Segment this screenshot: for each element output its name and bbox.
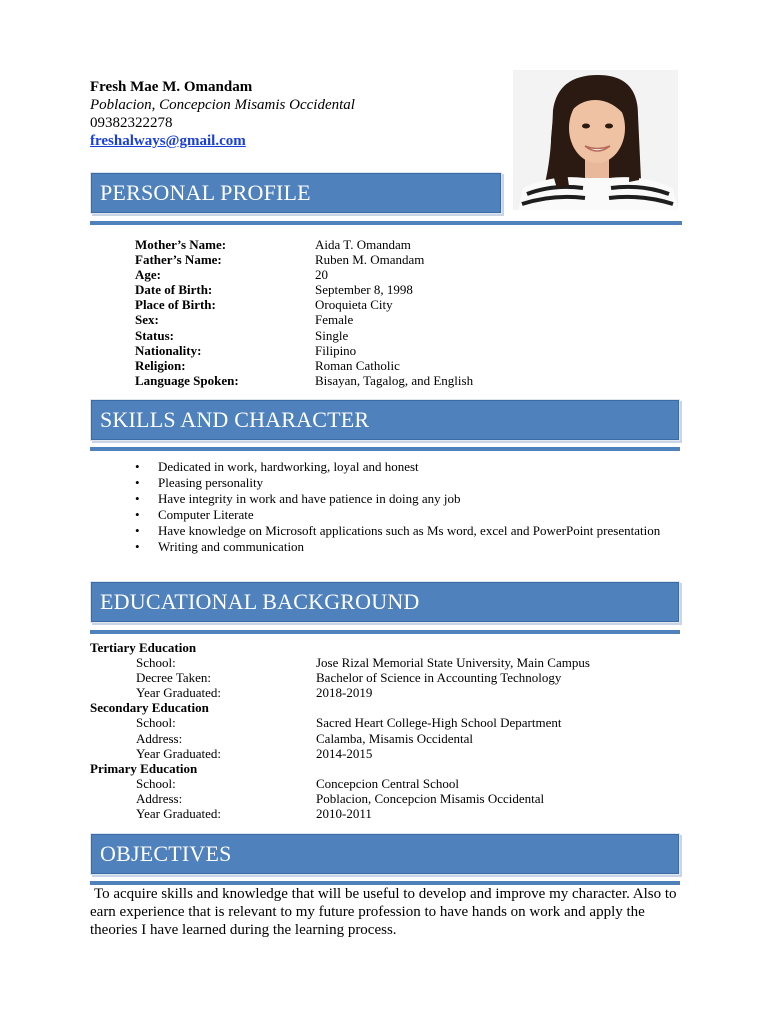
- profile-label: Date of Birth:: [135, 282, 213, 298]
- profile-label: Language Spoken:: [135, 372, 239, 388]
- skill-item: • Writing and communication: [135, 539, 675, 555]
- applicant-name: Fresh Mae M. Omandam: [90, 79, 253, 95]
- applicant-phone: 09382322278: [90, 115, 173, 131]
- profile-label: Status:: [135, 327, 175, 343]
- education-value: Jose Rizal Memorial State University, Main Campus: [316, 655, 590, 671]
- profile-row: [135, 297, 473, 312]
- education-value: Bachelor of Science in Accounting Technology: [316, 670, 562, 686]
- profile-value: Female: [315, 312, 354, 328]
- skill-item: • Have knowledge on Microsoft applications such as Ms word, excel and PowerPoint presentation: [135, 523, 675, 539]
- section-divider: [90, 447, 680, 451]
- education-list: [90, 640, 690, 821]
- profile-label: Mother’s Name:: [135, 237, 227, 252]
- profile-label: Place of Birth:: [135, 297, 216, 313]
- objective-paragraph: To acquire skills and knowledge that will be useful to develop and improve my character. Also to earn experience that is relevant to my future profession to have hands on work and apply the theories I have learned during the learning process.: [90, 886, 677, 938]
- skill-item: • Dedicated in work, hardworking, loyal and honest: [135, 459, 675, 475]
- skills-list: [135, 459, 675, 555]
- personal-profile-list: [135, 237, 473, 388]
- education-row: [90, 655, 690, 670]
- education-label: Decree Taken:: [136, 670, 211, 686]
- profile-label: Age:: [135, 267, 161, 283]
- profile-row: [135, 358, 473, 373]
- education-label: Year Graduated:: [136, 685, 221, 701]
- section-title: SKILLS AND CHARACTER: [100, 407, 370, 432]
- education-label: School:: [136, 775, 176, 791]
- profile-row: [135, 237, 473, 252]
- education-row: [90, 715, 690, 730]
- education-level-heading: Primary Education: [90, 760, 198, 776]
- profile-value: Oroquieta City: [315, 297, 393, 313]
- education-row: [90, 806, 690, 821]
- profile-value: Aida T. Omandam: [315, 237, 411, 252]
- section-title: EDUCATIONAL BACKGROUND: [100, 589, 420, 614]
- education-label: School:: [136, 715, 176, 731]
- skill-item: • Have integrity in work and have patience in doing any job: [135, 491, 675, 507]
- education-label: Address:: [136, 730, 183, 746]
- education-value: Calamba, Misamis Occidental: [316, 730, 474, 746]
- profile-row: [135, 343, 473, 358]
- section-header-skills: [90, 399, 680, 441]
- section-divider: [90, 630, 680, 634]
- profile-value: September 8, 1998: [315, 282, 413, 298]
- profile-label: Sex:: [135, 312, 159, 328]
- section-title: OBJECTIVES: [100, 841, 232, 866]
- education-label: Year Graduated:: [136, 806, 221, 822]
- education-label: Address:: [136, 790, 183, 806]
- section-header-education: [90, 581, 680, 623]
- education-label: School:: [136, 655, 176, 671]
- education-value: 2010-2011: [316, 806, 372, 822]
- education-row: [90, 685, 690, 700]
- profile-value: 20: [315, 267, 328, 283]
- profile-label: Religion:: [135, 357, 186, 373]
- profile-value: Ruben M. Omandam: [315, 252, 425, 268]
- section-header-objectives: [90, 833, 680, 875]
- education-value: 2018-2019: [316, 685, 373, 701]
- portrait-image: [513, 70, 678, 210]
- profile-row: [135, 312, 473, 327]
- education-row: [90, 670, 690, 685]
- education-value: Concepcion Central School: [316, 775, 459, 791]
- profile-value: Roman Catholic: [315, 357, 400, 373]
- education-row: [90, 746, 690, 761]
- profile-value: Filipino: [315, 342, 357, 358]
- contact-header: [90, 78, 355, 150]
- section-header-personal-profile: [90, 172, 502, 214]
- education-value: Poblacion, Concepcion Misamis Occidental: [316, 790, 545, 806]
- education-row: [90, 776, 690, 791]
- education-value: Sacred Heart College-High School Department: [316, 715, 562, 731]
- profile-row: [135, 328, 473, 343]
- education-value: 2014-2015: [316, 745, 373, 761]
- applicant-email-link[interactable]: freshalways@gmail.com: [90, 133, 246, 149]
- profile-row: [135, 267, 473, 282]
- profile-row: [135, 373, 473, 388]
- profile-value: Single: [315, 327, 349, 343]
- profile-label: Nationality:: [135, 342, 202, 358]
- education-row: [90, 791, 690, 806]
- skill-item: • Computer Literate: [135, 507, 675, 523]
- profile-photo: [513, 70, 678, 210]
- profile-label: Father’s Name:: [135, 252, 222, 268]
- education-label: Year Graduated:: [136, 745, 221, 761]
- applicant-address: Poblacion, Concepcion Misamis Occidental: [90, 97, 355, 113]
- profile-value: Bisayan, Tagalog, and English: [315, 372, 474, 388]
- education-row: [90, 731, 690, 746]
- profile-row: [135, 252, 473, 267]
- education-level-heading: Tertiary Education: [90, 640, 197, 655]
- profile-row: [135, 282, 473, 297]
- education-level-heading: Secondary Education: [90, 700, 209, 716]
- skill-item: • Pleasing personality: [135, 475, 675, 491]
- section-title: PERSONAL PROFILE: [100, 180, 311, 205]
- section-divider: [90, 221, 682, 225]
